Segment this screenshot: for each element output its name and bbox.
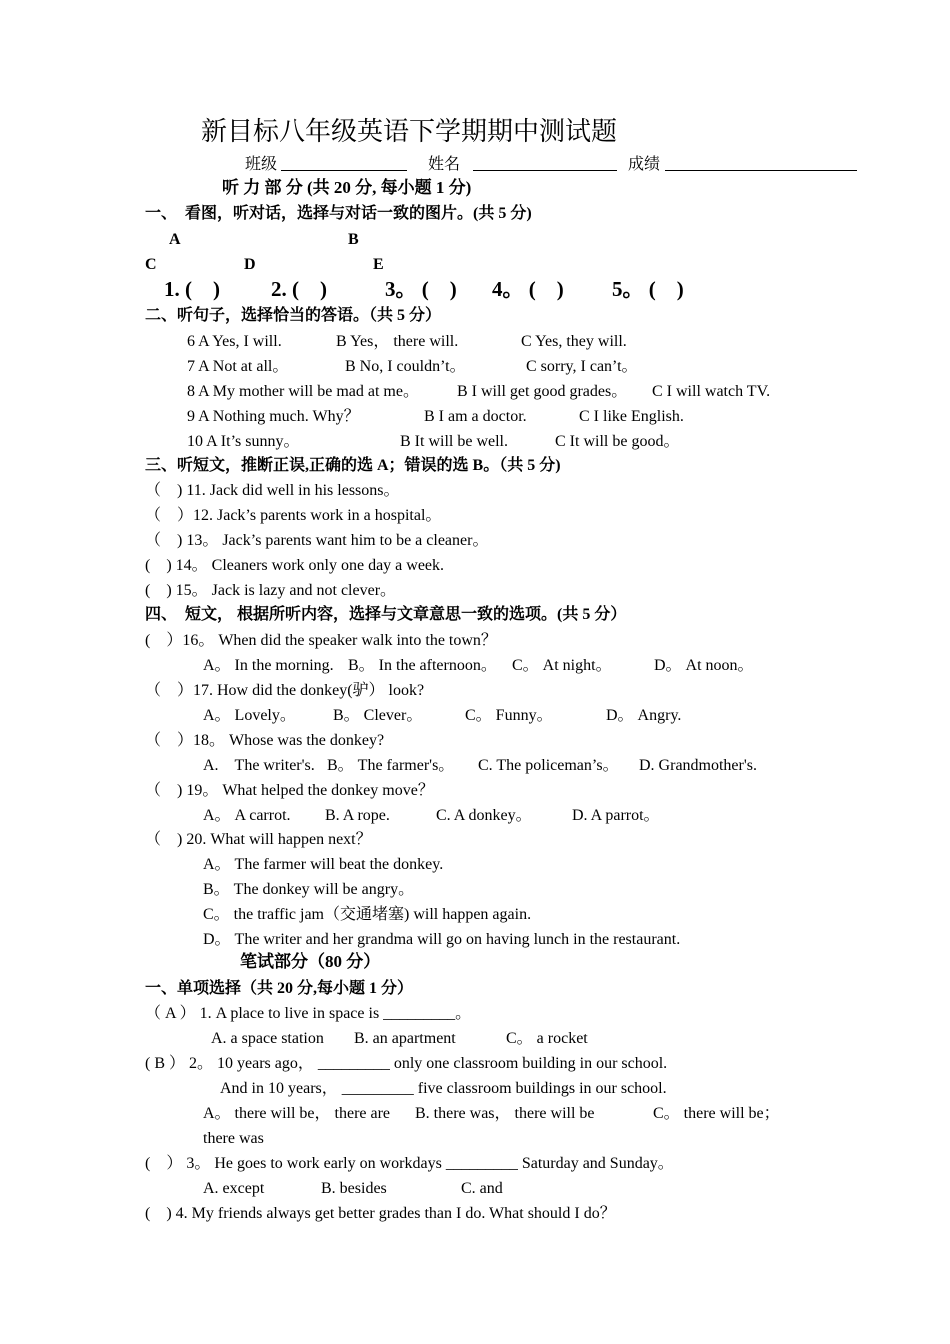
option-10c: C It will be good。 <box>555 433 680 450</box>
score-label: 成绩 <box>628 154 661 173</box>
option-6c: C Yes, they will. <box>521 333 627 350</box>
mc-option-1a: A. a space station <box>211 1030 324 1047</box>
option-8a: 8 A My mother will be mad at me。 <box>187 383 419 400</box>
question-20: （ ) 20. What will happen next？ <box>145 831 372 848</box>
student-info-line <box>0 154 950 176</box>
option-8b: B I will get good grades。 <box>457 383 628 400</box>
option-7a: 7 A Not at all。 <box>187 358 289 375</box>
written-part-title: 笔试部分（80 分） <box>240 952 381 971</box>
option-17a: A。 Lovely。 <box>203 707 296 724</box>
mc-option-3c: C. and <box>461 1180 503 1197</box>
picture-label-d: D <box>244 256 256 273</box>
picture-label-b: B <box>348 231 359 248</box>
option-20c: C。 the traffic jam（交通堵塞) will happen again. <box>203 906 532 923</box>
question-18: （ ）18。 Whose was the donkey? <box>145 732 385 749</box>
listening-part-title: 听 力 部 分 (共 20 分, 每小题 1 分) <box>222 178 472 197</box>
section-2-heading: 二、听句子，选择恰当的答语。（共 5 分） <box>145 307 442 324</box>
question-19: （ ) 19。 What helped the donkey move？ <box>145 782 434 799</box>
mc-option-2a: A。 there will be， there are <box>203 1105 391 1122</box>
answer-blank-5[interactable]: 5。 ( ) <box>612 277 684 301</box>
option-8c: C I will watch TV. <box>652 383 771 400</box>
option-18d: D. Grandmother's. <box>639 757 757 774</box>
section-1-heading: 一、 看图，听对话，选择与对话一致的图片。(共 5 分) <box>145 205 532 222</box>
option-16d: D。 At noon。 <box>654 657 754 674</box>
mc-question-4: ( ) 4. My friends always get better grades than I do. What should I do？ <box>145 1205 616 1222</box>
option-18b: B。 The farmer's。 <box>327 757 455 774</box>
question-17: （ ）17. How did the donkey(驴） look? <box>145 682 425 699</box>
answer-blank-4[interactable]: 4。 ( ) <box>492 277 564 301</box>
question-14: ( ) 14。 Cleaners work only one day a week. <box>145 557 445 574</box>
mc-option-2b: B. there was， there will be <box>415 1105 595 1122</box>
option-9c: C I like English. <box>579 408 684 425</box>
mc-question-1: （ A ） 1. A place to live in space is _________。 <box>145 1005 472 1022</box>
option-18c: C. The policeman’s。 <box>478 757 619 774</box>
written-section-1-heading: 一、单项选择（共 20 分,每小题 1 分） <box>145 980 414 997</box>
question-12: （ ）12. Jack’s parents work in a hospital。 <box>145 507 442 524</box>
option-10b: B It will be well. <box>400 433 508 450</box>
option-9b: B I am a doctor. <box>424 408 527 425</box>
name-blank[interactable] <box>473 154 617 171</box>
mc-option-3b: B. besides <box>321 1180 387 1197</box>
option-17d: D。 Angry. <box>606 707 682 724</box>
option-19c: C. A donkey。 <box>436 807 532 824</box>
option-19b: B. A rope. <box>325 807 390 824</box>
score-blank[interactable] <box>665 154 857 171</box>
mc-question-2-second-line: And in 10 years， _________ five classroom buildings in our school. <box>220 1080 667 1097</box>
class-label: 班级 <box>245 154 278 173</box>
question-16: ( ）16。 When did the speaker walk into the town？ <box>145 632 497 649</box>
page-title: 新目标八年级英语下学期期中测试题 <box>201 117 618 147</box>
option-20b: B。 The donkey will be angry。 <box>203 881 415 898</box>
option-19a: A。 A carrot. <box>203 807 291 824</box>
name-label: 姓名 <box>428 154 461 173</box>
class-blank[interactable] <box>281 154 407 171</box>
mc-option-1c: C。 a rocket <box>506 1030 588 1047</box>
option-16b: B。 In the afternoon。 <box>348 657 497 674</box>
option-20d: D。 The writer and her grandma will go on having lunch in the restaurant. <box>203 931 681 948</box>
section-4-heading: 四、 短文， 根据所听内容，选择与文章意思一致的选项。(共 5 分） <box>145 606 627 623</box>
option-16c: C。 At night。 <box>512 657 612 674</box>
option-16a: A。 In the morning. <box>203 657 334 674</box>
picture-label-c: C <box>145 256 157 273</box>
option-7b: B No, I couldn’t。 <box>345 358 466 375</box>
option-17c: C。 Funny。 <box>465 707 553 724</box>
option-18a: A. The writer's. <box>203 757 315 774</box>
option-6b: B Yes， there will. <box>336 333 459 350</box>
mc-option-2c: C。 there will be； <box>653 1105 780 1122</box>
answer-blank-2[interactable]: 2. ( ) <box>271 277 327 301</box>
mc-option-2c-continued: there was <box>203 1130 264 1147</box>
option-10a: 10 A It’s sunny。 <box>187 433 300 450</box>
mc-option-1b: B. an apartment <box>354 1030 456 1047</box>
option-20a: A。 The farmer will beat the donkey. <box>203 856 444 873</box>
option-7c: C sorry, I can’t。 <box>526 358 638 375</box>
mc-question-2: ( B ） 2。 10 years ago， _________ only one classroom building in our school. <box>145 1055 668 1072</box>
question-11: （ ) 11. Jack did well in his lessons。 <box>145 482 400 499</box>
answer-blank-1[interactable]: 1. ( ) <box>164 277 220 301</box>
section-3-heading: 三、听短文，推断正误,正确的选 A；错误的选 B。（共 5 分) <box>145 457 561 474</box>
question-15: ( ) 15。 Jack is lazy and not clever。 <box>145 582 397 599</box>
mc-option-3a: A. except <box>203 1180 265 1197</box>
mc-question-3: ( ） 3。 He goes to work early on workdays _________ Saturday and Sunday。 <box>145 1155 674 1172</box>
picture-label-e: E <box>373 256 384 273</box>
question-13: （ ) 13。 Jack’s parents want him to be a cleaner。 <box>145 532 489 549</box>
option-17b: B。 Clever。 <box>333 707 423 724</box>
option-9a: 9 A Nothing much. Why？ <box>187 408 360 425</box>
option-19d: D. A parrot。 <box>572 807 660 824</box>
option-6a: 6 A Yes, I will. <box>187 333 282 350</box>
answer-blank-3[interactable]: 3。 ( ) <box>385 277 457 301</box>
picture-label-a: A <box>169 231 181 248</box>
